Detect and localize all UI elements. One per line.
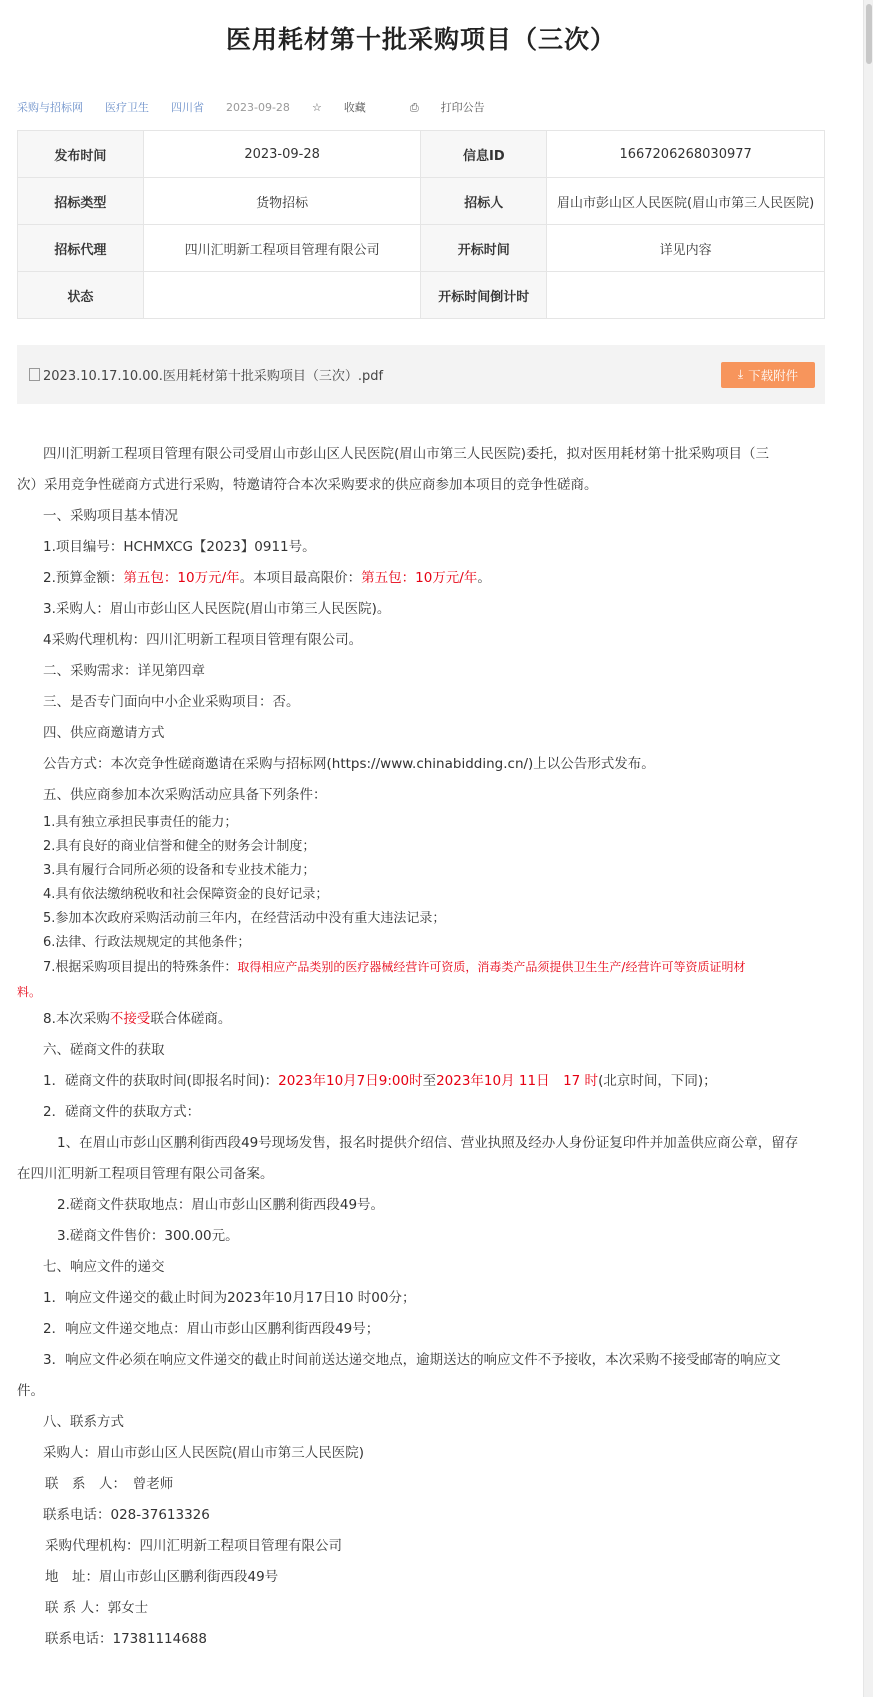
section-6-item-2-3: 3.磋商文件售价：300.00元。	[57, 1228, 239, 1244]
section-6-item-1	[17, 1066, 825, 1097]
section-5-item-4: 4.具有依法缴纳税收和社会保障资金的良好记录；	[43, 887, 329, 902]
table-row	[18, 225, 825, 272]
section-5-item-2: 2.具有良好的商业信誉和健全的财务会计制度；	[43, 839, 316, 854]
period: 。	[477, 570, 491, 586]
section-6-item-2-1-cont: 在四川汇明新工程项目管理有限公司备案。	[17, 1166, 274, 1182]
tenderer-label: 招标人	[421, 178, 547, 225]
section-4-heading: 四、供应商邀请方式	[43, 725, 165, 741]
tenderer-value: 眉山市彭山区人民医院(眉山市第三人民医院)	[547, 178, 825, 225]
section-4-item-1: 公告方式：本次竞争性磋商邀请在采购与招标网(https://www.chinabidding.cn/)上以公告形式发布。	[43, 756, 655, 772]
section-2-heading: 二、采购需求：详见第四章	[43, 663, 205, 679]
acquire-time-label: 1．磋商文件的获取时间(即报名时间)：	[43, 1073, 279, 1089]
section-5-item-5: 5.参加本次政府采购活动前三年内，在经营活动中没有重大违法记录；	[43, 911, 446, 926]
countdown-value	[547, 272, 825, 319]
max-price-value: 第五包：10万元/年	[361, 570, 478, 586]
acquire-start: 2023年10月7日9:00时	[278, 1073, 423, 1089]
section-5-item-6: 6.法律、行政法规规定的其他条件；	[43, 935, 251, 950]
section-5-item-8	[17, 1004, 825, 1035]
info-table	[17, 130, 825, 319]
info-id-label: 信息ID	[421, 131, 547, 178]
budget-label: 2.预算金额：	[43, 570, 124, 586]
contact-agent: 采购代理机构：四川汇明新工程项目管理有限公司	[45, 1538, 342, 1554]
favorite-label: 收藏	[343, 101, 366, 114]
download-label: 下载附件	[748, 367, 799, 383]
attachment-bar	[17, 345, 825, 404]
section-3-heading: 三、是否专门面向中小企业采购项目：否。	[43, 694, 300, 710]
info-id-value: 1667206268030977	[547, 131, 825, 178]
section-5-heading: 五、供应商参加本次采购活动应具备下列条件：	[43, 787, 327, 803]
section-1-item-2	[17, 563, 825, 594]
contact-phone: 联系电话：028-37613326	[43, 1507, 210, 1523]
acquire-tz: (北京时间，下同)；	[598, 1073, 717, 1089]
acquire-to: 至	[422, 1073, 437, 1089]
announcement-body	[17, 439, 825, 1655]
countdown-label: 开标时间倒计时	[421, 272, 547, 319]
meta-date: 2023-09-28	[226, 100, 290, 114]
agent-value: 四川汇明新工程项目管理有限公司	[143, 225, 421, 272]
section-6-heading: 六、磋商文件的获取	[43, 1042, 165, 1058]
special-conditions-label: 7.根据采购项目提出的特殊条件：	[43, 960, 238, 975]
printer-icon: ⎙	[409, 101, 419, 114]
agent-label: 招标代理	[18, 225, 144, 272]
section-1-item-4: 4采购代理机构：四川汇明新工程项目管理有限公司。	[43, 632, 363, 648]
section-7-item-2: 2．响应文件递交地点：眉山市彭山区鹏利街西段49号；	[43, 1321, 380, 1337]
meta-category-link[interactable]: 医疗卫生	[105, 101, 149, 114]
contact-purchaser: 采购人：眉山市彭山区人民医院(眉山市第三人民医院)	[43, 1445, 365, 1461]
document-icon	[29, 368, 40, 381]
max-price-label: 。本项目最高限价：	[239, 570, 362, 586]
section-6-item-2-1: 1、在眉山市彭山区鹏利街西段49号现场发售，报名时提供介绍信、营业执照及经办人身份证复印件并加盖供应商公章，留存	[57, 1135, 799, 1151]
table-row	[18, 178, 825, 225]
intro-line-1: 四川汇明新工程项目管理有限公司受眉山市彭山区人民医院(眉山市第三人民医院)委托，拟对医用耗材第十批采购项目（三	[43, 446, 770, 462]
section-7-item-1: 1．响应文件递交的截止时间为2023年10月17日10 时00分；	[43, 1290, 416, 1306]
intro-line-2: 次）采用竞争性磋商方式进行采购，特邀请符合本次采购要求的供应商参加本项目的竞争性磋商。	[17, 477, 598, 493]
publish-time-value: 2023-09-28	[143, 131, 421, 178]
favorite-button[interactable]	[312, 99, 388, 115]
print-button[interactable]	[410, 99, 507, 115]
attachment-file[interactable]	[29, 365, 383, 384]
section-6-item-2: 2．磋商文件的获取方式：	[43, 1104, 201, 1120]
page-title: 医用耗材第十批采购项目（三次）	[225, 25, 616, 54]
scrollbar[interactable]	[863, 0, 873, 1697]
budget-value: 第五包：10万元/年	[123, 570, 240, 586]
contact-agent-person: 联 系 人：郭女士	[45, 1600, 149, 1616]
section-1-heading: 一、采购项目基本情况	[43, 508, 178, 524]
consortium-label: 8.本次采购	[43, 1011, 110, 1027]
section-6-item-2-2: 2.磋商文件获取地点：眉山市彭山区鹏利街西段49号。	[57, 1197, 385, 1213]
download-attachment-button[interactable]	[721, 362, 815, 388]
attachment-filename[interactable]: 2023.10.17.10.00.医用耗材第十批采购项目（三次）.pdf	[43, 369, 384, 384]
section-8-heading: 八、联系方式	[43, 1414, 124, 1430]
section-5-item-7	[17, 955, 825, 980]
section-5-item-1: 1.具有独立承担民事责任的能力；	[43, 815, 238, 830]
special-conditions-text: 取得相应产品类别的医疗器械经营许可资质，消毒类产品须提供卫生生产/经营许可等资质证明材	[237, 960, 746, 974]
section-1-item-1: 1.项目编号：HCHMXCG【2023】0911号。	[43, 539, 316, 555]
meta-bar	[17, 94, 825, 120]
open-time-value: 详见内容	[547, 225, 825, 272]
article	[17, 0, 825, 1655]
table-row	[18, 131, 825, 178]
section-7-item-3-cont: 件。	[17, 1383, 44, 1399]
status-label: 状态	[18, 272, 144, 319]
print-label: 打印公告	[440, 101, 485, 114]
meta-region-link[interactable]: 四川省	[171, 101, 204, 114]
download-icon: ⤓	[737, 367, 744, 381]
consortium-tail: 联合体磋商。	[150, 1011, 232, 1027]
contact-address: 地 址：眉山市彭山区鹏利街西段49号	[45, 1569, 279, 1585]
section-5-item-7-cont: 料。	[17, 985, 42, 999]
publish-time-label: 发布时间	[18, 131, 144, 178]
type-label: 招标类型	[18, 178, 144, 225]
star-icon: ☆	[311, 101, 322, 114]
section-1-item-3: 3.采购人：眉山市彭山区人民医院(眉山市第三人民医院)。	[43, 601, 391, 617]
type-value: 货物招标	[143, 178, 421, 225]
section-7-heading: 七、响应文件的递交	[43, 1259, 165, 1275]
table-row	[18, 272, 825, 319]
contact-person: 联 系 人： 曾老师	[45, 1476, 174, 1492]
meta-source-link[interactable]: 采购与招标网	[17, 101, 83, 114]
contact-agent-phone: 联系电话：17381114688	[45, 1631, 207, 1647]
status-value	[143, 272, 421, 319]
scrollbar-thumb[interactable]	[866, 4, 872, 64]
open-time-label: 开标时间	[421, 225, 547, 272]
section-7-item-3: 3．响应文件必须在响应文件递交的截止时间前送达递交地点，逾期送达的响应文件不予接收，本次采购不接受邮寄的响应文	[43, 1352, 781, 1368]
section-5-item-3: 3.具有履行合同所必须的设备和专业技术能力；	[43, 863, 316, 878]
acquire-end: 2023年10月 11日 17 时	[436, 1073, 599, 1089]
consortium-not-accepted: 不接受	[109, 1011, 151, 1027]
